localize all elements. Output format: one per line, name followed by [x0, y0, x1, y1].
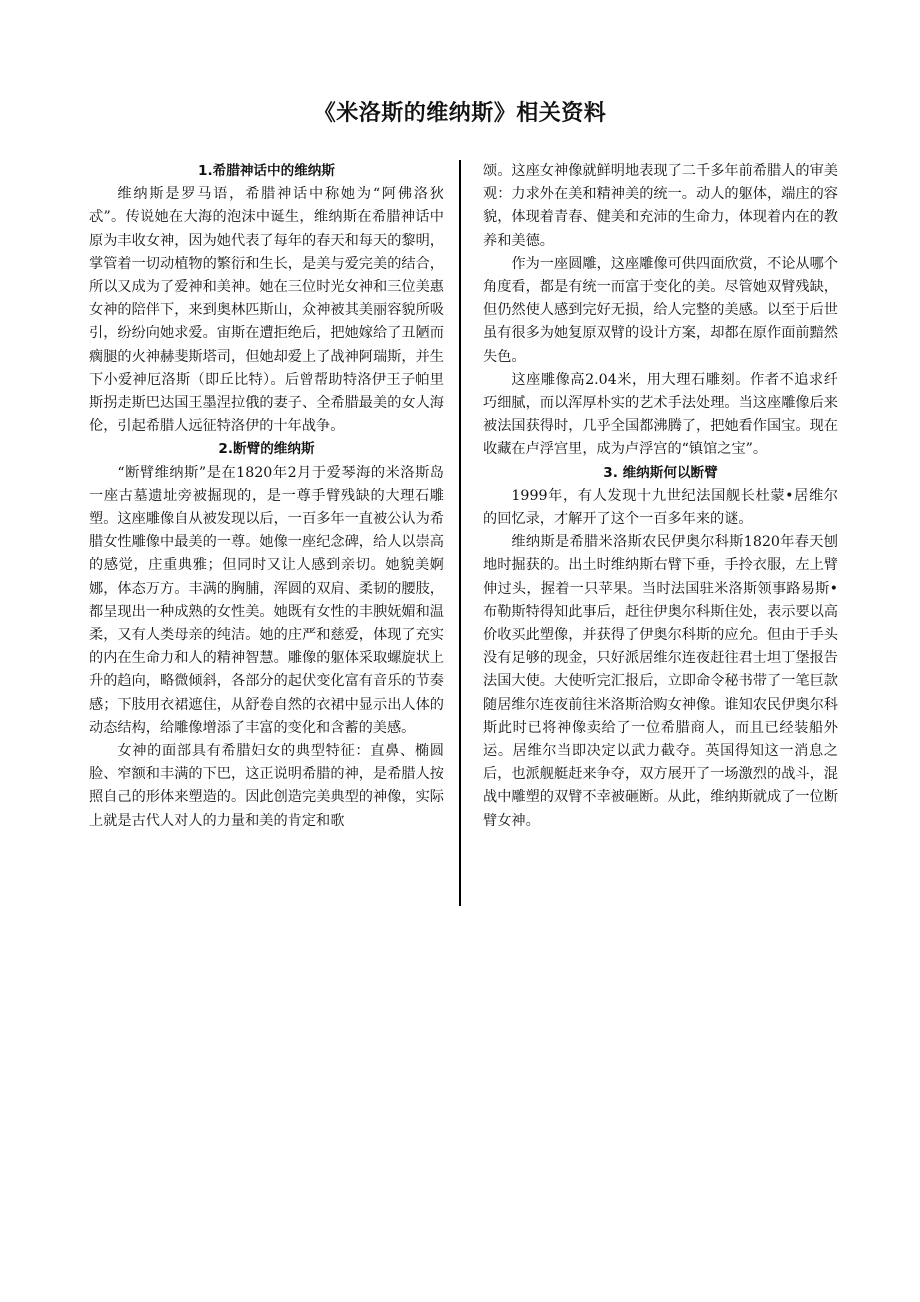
paragraph: 维纳斯是希腊米洛斯农民伊奥尔科斯1820年春天刨地时掘获的。出土时维纳斯右臂下垂，手拎衣服，左上臂伸过头，握着一只苹果。当时法国驻米洛斯领事路易斯•布勒斯特得知此事后，赶往伊奥尔科斯住处，表示要以高价收买此塑像，并获得了伊奥尔科斯的应允。但由于手头没有足够的现金，只好派居维尔连夜赶往君士坦丁堡报告法国大使。大使听完汇报后，立即命令秘书带了一笔巨款随居维尔连夜前往米洛斯洽购女神像。谁知农民伊奥尔科斯此时已将神像卖给了一位希腊商人，而且已经装船外运。居维尔当即决定以武力截夺。英国得知这一消息之后，也派舰艇赶来争夺，双方展开了一场激烈的战斗，混战中雕塑的双臂不幸被砸断。从此，维纳斯就成了一位断臂女神。: [483, 534, 838, 829]
paragraph: 这座雕像高2.04米，用大理石雕刻。作者不追求纤巧细腻，而以浑厚朴实的艺术手法处理。当这座雕像后来被法国获得时，几乎全国都沸腾了，把她看作国宝。现在收藏在卢浮宫里，成为卢浮宫的“镇馆之宝”。: [483, 371, 838, 458]
paragraph: “断臂维纳斯”是在1820年2月于爱琴海的米洛斯岛一座古墓遗址旁被掘现的，是一尊手臂残缺的大理石雕塑。这座雕像自从被发现以后，一百多年一直被公认为希腊女性雕像中最美的一尊。她像一座纪念碑，给人以崇高的感觉，庄重典雅；但同时又让人感到亲切。她貌美婀娜，体态万方。丰满的胸脯，浑圆的双肩、柔韧的腰肢，都呈现出一种成熟的女性美。她既有女性的丰腴妩媚和温柔，又有人类母亲的纯洁。她的庄严和慈爱，体现了充实的内在生命力和人的精神智慧。雕像的躯体采取螺旋状上升的趋向，略微倾斜，各部分的起伏变化富有音乐的节奏感；下肢用衣裙遮住，从舒卷自然的衣裙中显示出人体的动态结构，给雕像增添了丰富的变化和含蓄的美感。: [89, 464, 444, 736]
left-column: [89, 160, 444, 833]
column-divider: [459, 160, 461, 906]
paragraph: 维纳斯是罗马语，希腊神话中称她为“阿佛洛狄忒”。传说她在大海的泡沫中诞生，维纳斯在希腊神话中原为丰收女神，因为她代表了每年的春天和每天的黎明，掌管着一切动植物的繁衍和生长，是美与爱完美的结合，所以又成为了爱神和美神。她在三位时光女神和三位美惠女神的陪伴下，来到奥林匹斯山，众神被其美丽容貌所吸引，纷纷向她求爱。宙斯在遭拒绝后，把她嫁给了丑陋而瘸腿的火神赫斐斯塔司，但她却爱上了战神阿瑞斯，并生下小爱神厄洛斯（即丘比特）。后曾帮助特洛伊王子帕里斯拐走斯巴达国王墨涅拉俄的妻子、全希腊最美的女人海伦，引起希腊人远征特洛伊的十年战争。: [89, 186, 444, 435]
paragraph-continued: 颂。这座女神像就鲜明地表现了二千多年前希腊人的审美观：力求外在美和精神美的统一。动人的躯体，端庄的容貌，体现着青春、健美和充沛的生命力，体现着内在的教养和美德。: [483, 163, 838, 249]
paragraph: 女神的面部具有希腊妇女的典型特征：直鼻、椭圆脸、窄额和丰满的下巴，这正说明希腊的神，是希腊人按照自己的形体来塑造的。因此创造完美典型的神像，实际上就是古代人对人的力量和美的肯定和歌: [89, 743, 444, 829]
paragraph: 1999年，有人发现十九世纪法国舰长杜蒙•居维尔的回忆录，才解开了这个一百多年来的谜。: [483, 487, 838, 528]
section-heading-armless-venus: 2.断臂的维纳斯: [218, 441, 315, 458]
section-heading-why-armless: 3. 维纳斯何以断臂: [603, 464, 718, 481]
page-title: 《米洛斯的维纳斯》相关资料: [313, 101, 607, 126]
section-heading-greek-myth: 1.希腊神话中的维纳斯: [198, 163, 335, 179]
paragraph: 作为一座圆雕，这座雕像可供四面欣赏，不论从哪个角度看，都是有统一而富于变化的美。尽管她双臂残缺，但仍然使人感到完好无损，给人完整的美感。以至于后世虽有很多为她复原双臂的设计方案，却都在原作面前黯然失色。: [483, 255, 838, 365]
right-column: [483, 160, 838, 833]
